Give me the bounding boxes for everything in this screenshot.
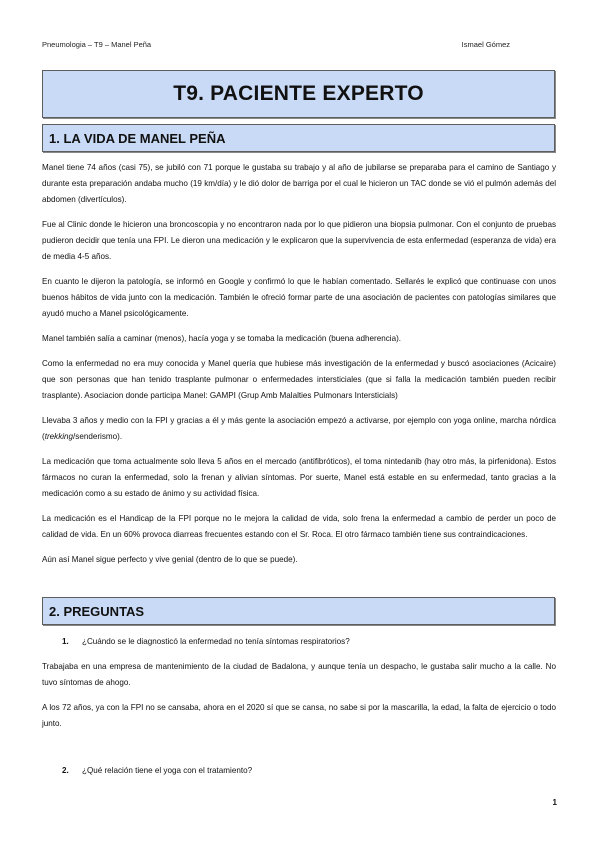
paragraph: La medicación es el Handicap de la FPI porque no le mejora la calidad de vida, solo frena la enfermedad a cambio de perder un poco de calidad de vida. En un 60% provoca diarreas frecuentes estando con el Sr. Roca. El otro fármaco también tiene sus contraindicaciones. [42,514,556,539]
paragraph-text: Llevaba 3 años y medio con la FPI y gracias a él y más gente la asociación empezó a activarse, por ejemplo con yoga online, marcha nórdica ( [42,416,556,441]
question-text: ¿Qué relación tiene el yoga con el tratamiento? [82,766,253,775]
paragraph: En cuanto le dijeron la patología, se informó en Google y confirmó lo que le habían comentado. Sellarés le explicó que continuase con unos buenos hábitos de vida junto con la medicación. También le ofreció formar parte de una asociación de pacientes con patologías similares que ayudó mucho a Manel psicológicamente. [42,277,556,318]
question-1 [42,634,556,650]
section-heading-box-1 [42,124,555,152]
paragraph: Aún así Manel sigue perfecto y vive genial (dentro de lo que se puede). [42,555,298,564]
paragraph: Manel tiene 74 años (casi 75), se jubiló con 71 porque le gustaba su trabajo y al año de jubilarse se preparaba para el camino de Santiago y durante esta preparación andaba mucho (19 km/día) y le dió dolor de barriga por el cual le hicieron un TAC donde se vió el pulmón además del abdomen (divertículos). [42,163,556,204]
page-header [42,40,556,49]
header-author: Ismael Gómez [461,40,510,49]
paragraph-text: /senderismo). [73,432,123,441]
section-heading-box-2 [42,597,555,625]
paragraph: Como la enfermedad no era muy conocida y Manel quería que hubiese más investigación de la enfermedad y buscó asociaciones (Acicaire) que son personas que han tenido trasplante pulmonar o enfermedades intersticiales (que si falla la medicación también pueden recibir trasplante). Asociacion donde participa Manel: GAMPI (Grup Amb Malalties Pulmonars Intersticials) [42,359,556,400]
document-title-box [42,70,555,118]
page-number: 1 [552,798,557,807]
section-1-body [42,160,556,577]
spacer [42,741,556,763]
italic-term: trekking [44,432,74,441]
section-heading-2: 2. PREGUNTAS [49,603,145,619]
paragraph [42,413,556,445]
question-number: 2. [62,766,69,775]
answer-paragraph: A los 72 años, ya con la FPI no se cansaba, ahora en el 2020 sí que se cansa, no sabe si por la mascarilla, la edad, la falta de ejercicio o todo junto. [42,703,556,728]
question-2 [42,763,556,779]
document-title: T9. PACIENTE EXPERTO [173,82,424,105]
paragraph: Fue al Clinic donde le hicieron una broncoscopia y no encontraron nada por lo que pidieron una biopsia pulmonar. Con el conjunto de pruebas pudieron decidir que tenía una FPI. Le dieron una medicación y le explicaron que la supervivencia de esta enfermedad (esperanza de vida) era de media 4-5 años. [42,220,556,261]
section-heading-1: 1. LA VIDA DE MANEL PEÑA [49,130,226,146]
section-2-body [42,634,556,788]
header-document-title: Pneumologia – T9 – Manel Peña [42,40,152,49]
paragraph: Manel también salía a caminar (menos), hacía yoga y se tomaba la medicación (buena adherencia). [42,334,402,343]
paragraph: La medicación que toma actualmente solo lleva 5 años en el mercado (antifibróticos), el toma nintedanib (hay otro más, la pirfenidona). Estos fármacos no curan la enfermedad, solo la frenan y alivian síntomas. Por suerte, Manel está estable en su enfermedad, tanto gracias a la medicación como a su estado de ánimo y su actividad física. [42,457,556,498]
answer-paragraph: Trabajaba en una empresa de mantenimiento de la ciudad de Badalona, y aunque tenía un despacho, le gustaba salir mucho a la calle. No tuvo síntomas de ahogo. [42,662,556,687]
question-number: 1. [62,637,69,646]
question-text: ¿Cuándo se le diagnosticó la enfermedad no tenía síntomas respiratorios? [82,637,350,646]
